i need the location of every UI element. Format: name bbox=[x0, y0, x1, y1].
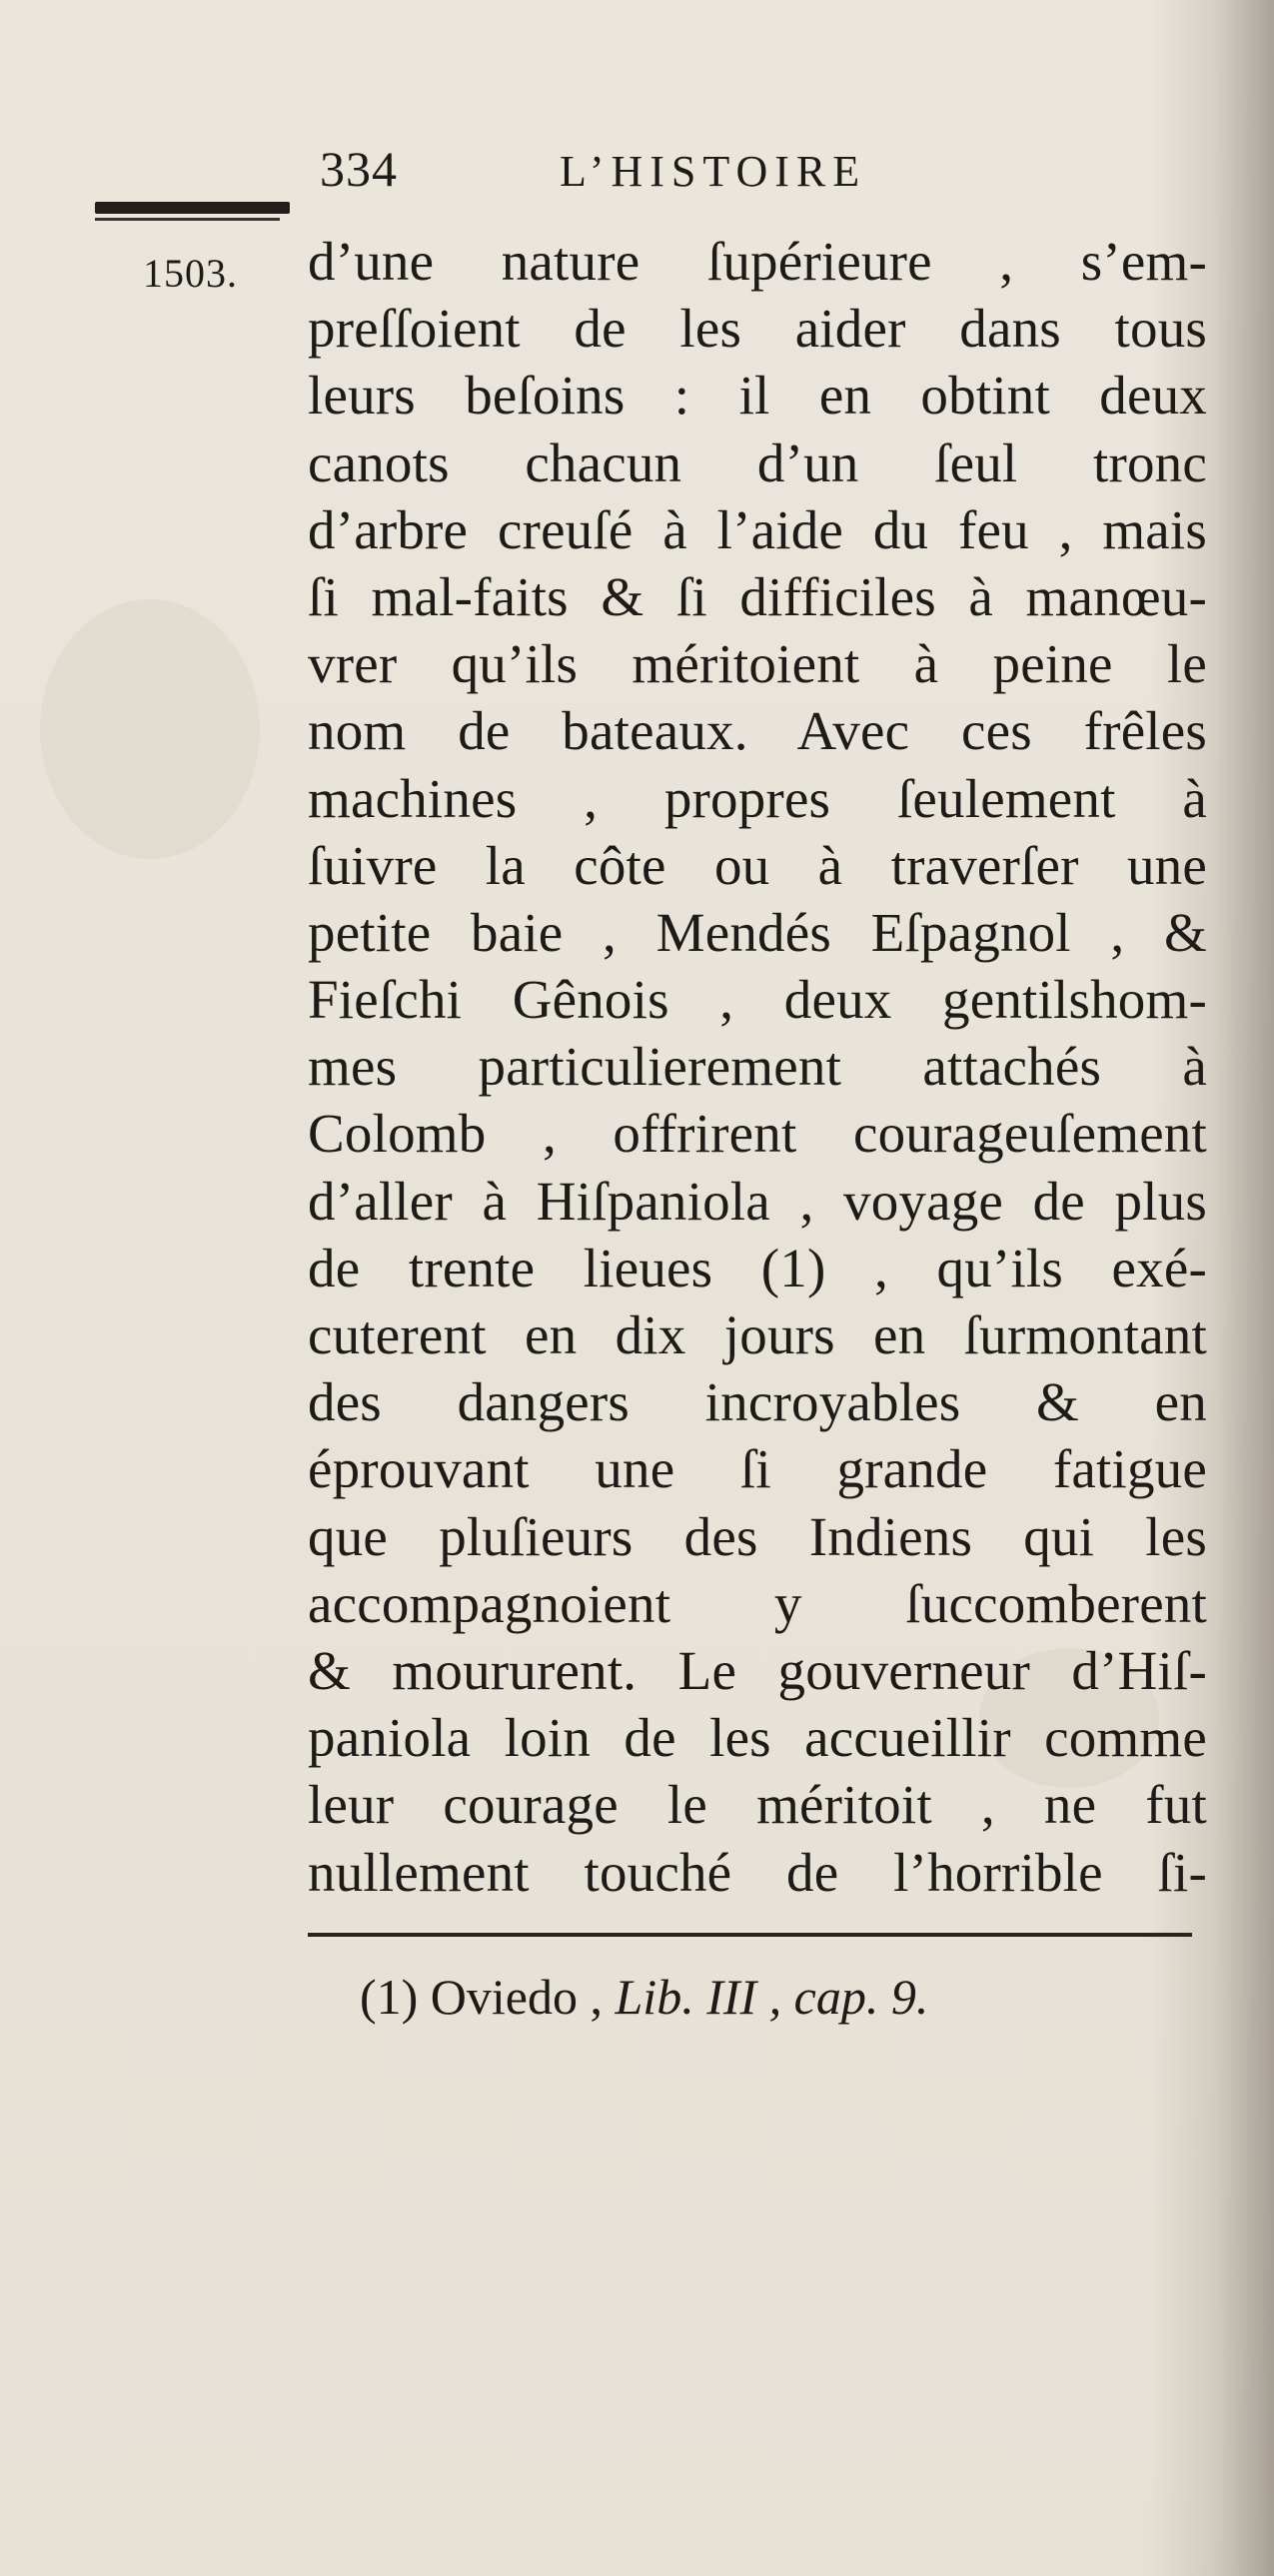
text-line: cuterent en dix jours en ſurmontant bbox=[308, 1304, 1207, 1365]
text-line: vrer qu’ils méritoient à peine le bbox=[308, 633, 1207, 695]
footnote-marker: (1) Oviedo , bbox=[360, 1969, 616, 2025]
text-line: d’une nature ſupérieure , s’em- bbox=[308, 231, 1207, 292]
text-line: nullement touché de l’horrible ſi- bbox=[308, 1841, 1207, 1903]
text-line: machines , propres ſeulement à bbox=[308, 767, 1207, 829]
text-line: accompagnoient y ſuccomberent bbox=[308, 1572, 1207, 1634]
text-line: preſſoient de les aider dans tous bbox=[308, 298, 1207, 360]
text-line: mes particulierement attachés à bbox=[308, 1036, 1207, 1098]
text-line: de trente lieues (1) , qu’ils exé- bbox=[308, 1237, 1207, 1298]
text-line: leur courage le méritoit , ne fut bbox=[308, 1774, 1207, 1836]
text-line: leurs beſoins : il en obtint deux bbox=[308, 365, 1207, 427]
text-line: d’aller à Hiſpaniola , voyage de plus bbox=[308, 1170, 1207, 1232]
footnote-citation: Lib. III , cap. 9. bbox=[615, 1969, 929, 2025]
text-line: éprouvant une ſi grande fatigue bbox=[308, 1438, 1207, 1500]
footnote-rule bbox=[308, 1933, 1192, 1937]
text-line: petite baie , Mendés Eſpagnol , & bbox=[308, 901, 1207, 963]
text-line: que pluſieurs des Indiens qui les bbox=[308, 1505, 1207, 1567]
text-line: & moururent. Le gouverneur d’Hiſ- bbox=[308, 1639, 1207, 1701]
running-head bbox=[320, 140, 959, 210]
paper-stain bbox=[40, 599, 260, 859]
header-rule bbox=[95, 202, 290, 214]
text-line: ſuivre la côte ou à traverſer une bbox=[308, 834, 1207, 896]
text-line: Colomb , offrirent courageuſement bbox=[308, 1103, 1207, 1165]
header-rule-thin bbox=[95, 218, 280, 221]
running-title: L’HISTOIRE bbox=[560, 147, 867, 196]
text-line: Fieſchi Gênois , deux gentilshom- bbox=[308, 969, 1207, 1031]
body-text bbox=[308, 228, 1207, 1906]
margin-year: 1503. bbox=[143, 251, 238, 296]
text-line: paniola loin de les accueillir comme bbox=[308, 1707, 1207, 1769]
text-line: ſi mal-faits & ſi difficiles à manœu- bbox=[308, 565, 1207, 627]
footnote bbox=[360, 1968, 928, 2026]
text-line: des dangers incroyables & en bbox=[308, 1371, 1207, 1433]
text-line: nom de bateaux. Avec ces frêles bbox=[308, 700, 1207, 762]
text-line: d’arbre creuſé à l’aide du feu , mais bbox=[308, 498, 1207, 560]
text-line: canots chacun d’un ſeul tronc bbox=[308, 431, 1207, 493]
page-number: 334 bbox=[320, 141, 398, 197]
